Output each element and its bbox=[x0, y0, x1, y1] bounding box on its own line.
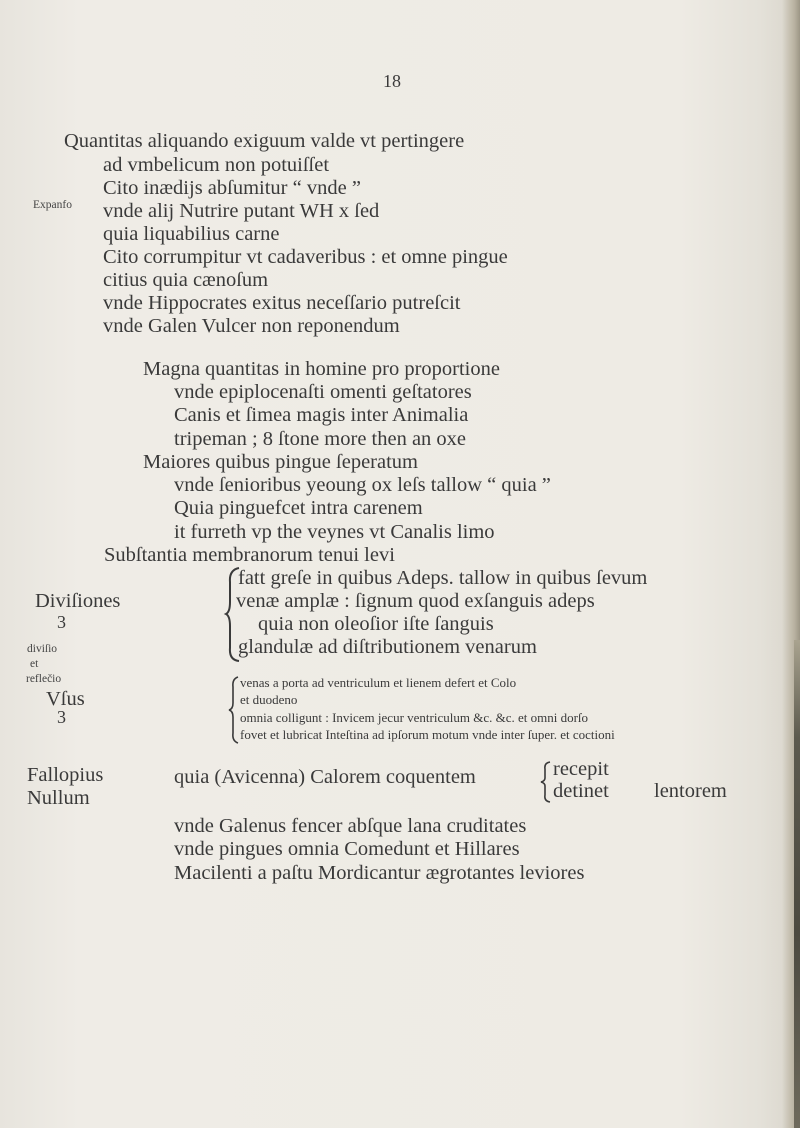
text-line: vnde alij Nutrire putant WH x ſed bbox=[103, 200, 380, 222]
text-line: vnde pingues omnia Comedunt et Hillares bbox=[174, 838, 520, 860]
divisiones-item: quia non oleoſior iſte ſanguis bbox=[258, 613, 494, 635]
text-line: tripeman ; 8 ſtone more then an oxe bbox=[174, 428, 467, 450]
divisiones-item: venæ amplæ : ſignum quod exſanguis adeps bbox=[236, 590, 595, 612]
text-line: vnde Galen Vulcer non reponendum bbox=[103, 315, 400, 337]
text-line: vnde Galenus fencer abſque lana cruditates bbox=[174, 815, 527, 837]
usus-label: Vſus bbox=[46, 688, 85, 710]
fallopius-tail: lentorem bbox=[654, 780, 727, 802]
usus-number: 3 bbox=[57, 707, 66, 727]
text-line: it furreth vp the veynes vt Canalis limo bbox=[174, 521, 495, 543]
margin-nullum: Nullum bbox=[27, 787, 90, 809]
text-line: Macilenti a paſtu Mordicantur ægrotantes leviores bbox=[174, 862, 585, 884]
text-line: quia liquabilius carne bbox=[103, 223, 280, 245]
fallopius-brace bbox=[540, 760, 552, 804]
divisiones-item: glandulæ ad diſtributionem venarum bbox=[238, 636, 537, 658]
divisiones-label: Diviſiones bbox=[35, 590, 121, 612]
margin-reflectio: reflečio bbox=[26, 673, 62, 685]
text-line: Cito inædijs abſumitur “ vnde ” bbox=[103, 177, 361, 199]
usus-item: venas a porta ad ventriculum et lienem defert et Colo bbox=[240, 675, 517, 690]
text-line: ad vmbelicum non potuiſſet bbox=[103, 154, 330, 176]
text-line: citius quia cænoſum bbox=[103, 269, 269, 291]
text-line: Subſtantia membranorum tenui levi bbox=[104, 544, 395, 566]
binding-shadow bbox=[794, 640, 800, 1128]
text-line: vnde Hippocrates exitus neceſſario putreſcit bbox=[103, 292, 461, 314]
page-number: 18 bbox=[383, 71, 401, 91]
margin-fallopius: Fallopius bbox=[27, 764, 104, 786]
text-line: Quia pinguefcet intra carenem bbox=[174, 497, 423, 519]
usus-item: et duodeno bbox=[240, 692, 298, 707]
text-line: vnde ſenioribus yeoung ox leſs tallow “ quia ” bbox=[174, 474, 551, 496]
usus-item: fovet et lubricat Inteſtina ad ipſorum motum vnde inter ſuper. et coctioni bbox=[240, 727, 615, 742]
fallopius-line: quia (Avicenna) Calorem coquentem bbox=[174, 766, 476, 788]
margin-note-expanfo: Expanfo bbox=[33, 199, 72, 211]
divisiones-number: 3 bbox=[57, 612, 66, 632]
margin-divisio: diviſio bbox=[27, 643, 58, 655]
text-line: Quantitas aliquando exiguum valde vt pertingere bbox=[64, 130, 465, 152]
text-line: Cito corrumpitur vt cadaveribus : et omne pingue bbox=[103, 246, 508, 268]
text-line: Canis et ſimea magis inter Animalia bbox=[174, 404, 469, 426]
usus-item: omnia colligunt : Invicem jecur ventriculum &c. &c. et omni dorſo bbox=[240, 710, 589, 725]
divisiones-item: fatt greſe in quibus Adeps. tallow in quibus ſevum bbox=[238, 567, 648, 589]
margin-et: et bbox=[30, 658, 39, 670]
text-line: vnde epiplocenaſti omenti geſtatores bbox=[174, 381, 472, 403]
fallopius-brace-item: detinet bbox=[553, 780, 609, 802]
usus-brace bbox=[228, 675, 240, 745]
text-line: Maiores quibus pingue ſeperatum bbox=[143, 451, 418, 473]
text-line: Magna quantitas in homine pro proportione bbox=[143, 358, 500, 380]
fallopius-brace-item: recepit bbox=[553, 758, 609, 780]
